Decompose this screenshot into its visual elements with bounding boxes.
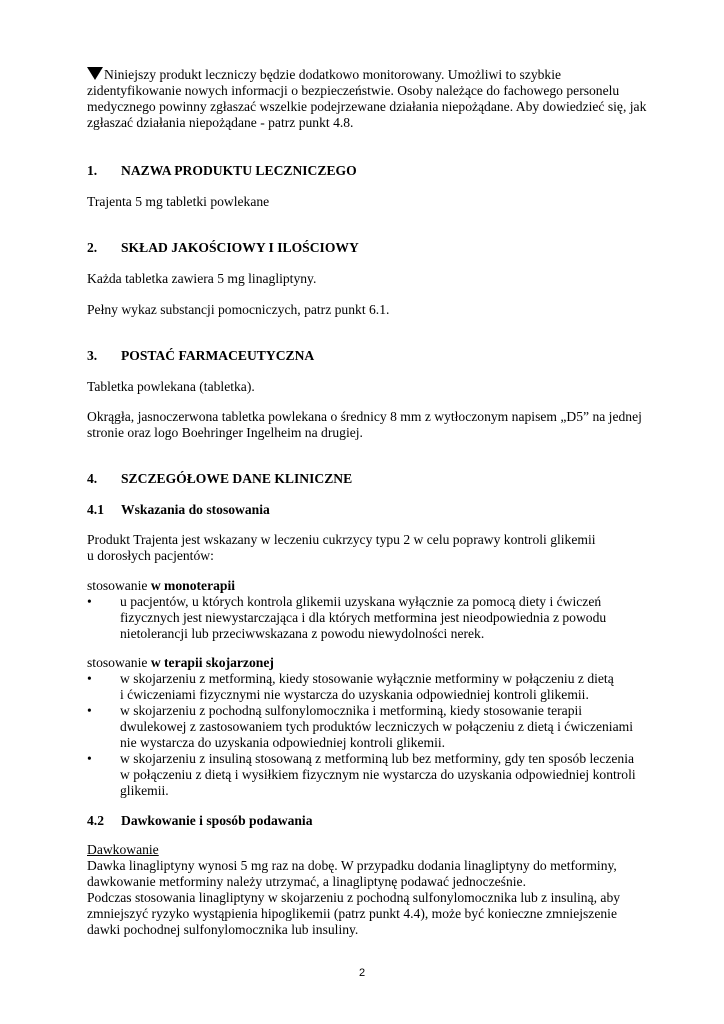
section-1-heading — [87, 163, 357, 179]
section-title: SKŁAD JAKOŚCIOWY I ILOŚCIOWY — [121, 240, 359, 255]
label-emphasis: w terapii skojarzonej — [150, 655, 274, 670]
section-number: 4.1 — [87, 502, 104, 517]
combination-label — [87, 655, 647, 671]
notice-line: zidentyfikowanie nowych informacji o bezpieczeństwie. Osoby należące do fachowego personelu — [87, 83, 620, 98]
bullet-icon: • — [87, 671, 92, 686]
description-line: stronie oraz logo Boehringer Ingelheim na drugiej. — [87, 425, 363, 440]
label-prefix: stosowanie — [87, 655, 151, 670]
bullet-icon: • — [87, 594, 92, 609]
section-title: Dawkowanie i sposób podawania — [121, 813, 313, 828]
section-title: NAZWA PRODUKTU LECZNICZEGO — [121, 163, 357, 178]
dosage-line: dawkowanie metforminy należy utrzymać, a linagliptynę podawać jednocześnie. — [87, 874, 526, 889]
dosage-line: Podczas stosowania linagliptyny w skojarzeniu z pochodną sulfonylomocznika lub z insuliną, aby — [87, 890, 621, 905]
section-2-heading — [87, 240, 359, 256]
section-4-heading — [87, 471, 352, 487]
label-emphasis: w monoterapii — [150, 578, 236, 593]
list-item: • w skojarzeniu z metforminą, kiedy stosowanie wyłącznie metforminy w połączeniu z dietą i ćwiczeniami fizycznymi nie wystarcza do uzyskania odpowiedniej kontroli glikemii. — [87, 671, 614, 702]
section-number: 4. — [87, 471, 98, 486]
monotherapy-label — [87, 578, 647, 594]
notice-line: zgłaszać działania niepożądane - patrz punkt 4.8. — [87, 115, 354, 130]
bullet-icon: • — [87, 751, 92, 766]
excipients-text: Pełny wykaz substancji pomocniczych, patrz punkt 6.1. — [87, 302, 390, 317]
section-number: 2. — [87, 240, 98, 255]
product-name-text: Trajenta 5 mg tabletki powlekane — [87, 194, 270, 209]
monotherapy-list — [87, 594, 647, 642]
section-title: SZCZEGÓŁOWE DANE KLINICZNE — [121, 471, 353, 486]
section-number: 3. — [87, 348, 98, 363]
indication-line: Produkt Trajenta jest wskazany w leczeniu cukrzycy typu 2 w celu poprawy kontroli glikemii — [87, 532, 596, 547]
notice-line: Niniejszy produkt leczniczy będzie dodatkowo monitorowany. Umożliwi to szybkie — [104, 67, 562, 82]
page-number: 2 — [358, 967, 366, 979]
section-number: 1. — [87, 163, 98, 178]
section-number: 4.2 — [87, 813, 104, 828]
dosage-line: zmniejszyć ryzyko wystąpienia hipoglikemii (patrz punkt 4.4), może być konieczne zmniejszenie — [87, 906, 617, 921]
dosage-line: Dawka linagliptyny wynosi 5 mg raz na dobę. W przypadku dodania linagliptyny do metforminy, — [87, 858, 617, 873]
form-text: Tabletka powlekana (tabletka). — [87, 379, 255, 394]
section-3-heading — [87, 348, 314, 364]
dosage-subheading: Dawkowanie — [87, 842, 159, 857]
list-item: • w skojarzeniu z pochodną sulfonylomocznika i metforminą, kiedy stosowanie terapii dwulekowej z zastosowaniem tych produktów leczniczych w połączeniu z dietą i ćwiczeniami nie wystarcza do uzyskania odpowiedniej kontroli glikemii. — [87, 703, 633, 750]
monitoring-notice — [87, 67, 647, 131]
section-title: POSTAĆ FARMACEUTYCZNA — [121, 348, 315, 363]
dosage-line: dawki pochodnej sulfonylomocznika lub insuliny. — [87, 922, 359, 937]
black-triangle-icon — [87, 67, 103, 80]
composition-text: Każda tabletka zawiera 5 mg linagliptyny. — [87, 271, 317, 286]
dosage-text — [87, 842, 647, 938]
notice-line: medycznego powinny zgłaszać wszelkie podejrzewane działania niepożądane. Aby dowiedzieć się, jak — [87, 99, 647, 114]
section-4-1-heading — [87, 502, 270, 518]
tablet-description — [87, 409, 647, 441]
indication-intro — [87, 532, 647, 564]
section-4-2-heading — [87, 813, 313, 829]
description-line: Okrągła, jasnoczerwona tabletka powlekana o średnicy 8 mm z wytłoczonym napisem „D5” na jednej — [87, 409, 642, 424]
list-item: • u pacjentów, u których kontrola glikemii uzyskana wyłącznie za pomocą diety i ćwiczeń fizycznych jest niewystarczająca i dla których metformina jest nieodpowiednia z powodu nietolerancji lub przeciwwskazana z powodu niewydolności nerek. — [87, 594, 607, 641]
indication-line: u dorosłych pacjentów: — [87, 548, 214, 563]
combination-list — [87, 671, 647, 799]
list-item: • w skojarzeniu z insuliną stosowaną z metforminą lub bez metforminy, gdy ten sposób leczenia w połączeniu z dietą i wysiłkiem fizycznym nie wystarcza do uzyskania odpowiedniej kontroli glikemii. — [87, 751, 636, 798]
label-prefix: stosowanie — [87, 578, 151, 593]
section-title: Wskazania do stosowania — [121, 502, 270, 517]
bullet-icon: • — [87, 703, 92, 718]
